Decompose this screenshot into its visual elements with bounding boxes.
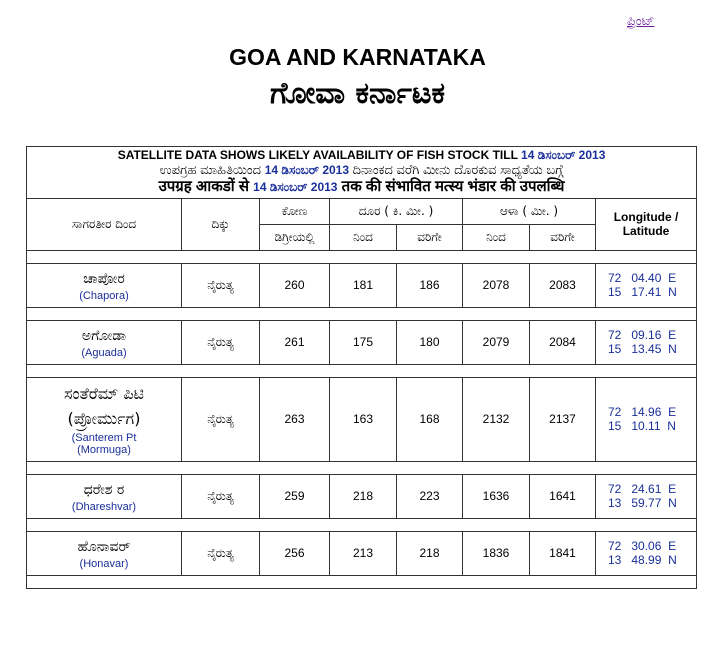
latitude: 15 13.45 N	[608, 342, 677, 357]
place-cell	[27, 474, 182, 518]
coord-cell	[596, 320, 697, 364]
place-name-kn: ಚಾಪೋರ	[83, 270, 125, 287]
direction-cell: ನೈರುತ್ಯ	[182, 531, 260, 575]
place-name-en: (Aguada)	[81, 346, 127, 359]
depth-from-cell: 1836	[463, 531, 530, 575]
col-header-direction: ದಿಕ್ಕು	[182, 198, 260, 250]
latitude: 13 48.99 N	[608, 553, 677, 568]
longitude: 72 14.96 E	[608, 405, 677, 420]
depth-to-cell: 2083	[530, 263, 596, 307]
fish-stock-table	[26, 146, 697, 589]
angle-cell: 256	[260, 531, 330, 575]
direction-cell: ನೈರುತ್ಯ	[182, 377, 260, 461]
header-line-hindi: उपग्रह आकडों से 14 ಡಿಸಂಬರ್ 2013 तक की संभावित मत्स्य भंडार की उपलब्धि	[158, 177, 565, 195]
dist-to-cell: 218	[397, 531, 463, 575]
table-row	[27, 377, 697, 461]
longitude: 72 09.16 E	[608, 328, 677, 343]
col-header-angle-degrees: ಡಿಗ್ರೀಯಲ್ಲಿ	[260, 224, 330, 250]
forecast-date-kn: 14 ಡಿಸಂಬರ್ 2013	[264, 162, 350, 177]
place-name-kn: ಸಂತೆರೆಮ್ ಪಿಟಿ	[64, 384, 144, 404]
dist-from-cell: 175	[330, 320, 397, 364]
row-spacer	[27, 575, 697, 588]
coord-cell	[596, 474, 697, 518]
longitude: 72 24.61 E	[608, 482, 677, 497]
dist-to-cell: 223	[397, 474, 463, 518]
latitude: 15 17.41 N	[608, 285, 677, 300]
row-spacer	[27, 518, 697, 531]
place-name-kn: ಅಗೋಡಾ	[81, 327, 127, 344]
header-line-english: SATELLITE DATA SHOWS LIKELY AVAILABILITY OF FISH STOCK TILL 14 ಡಿಸಂಬರ್ 2013	[117, 148, 606, 162]
col-header-depth-from: ನಿಂದ	[463, 224, 530, 250]
forecast-date: 14 ಡಿಸಂಬರ್ 2013	[521, 148, 606, 162]
place-name-en: (Santerem Pt	[71, 431, 137, 444]
depth-from-cell: 1636	[463, 474, 530, 518]
depth-to-cell: 1841	[530, 531, 596, 575]
place-name-en: (Chapora)	[79, 289, 129, 302]
col-header-dist-from: ನಿಂದ	[330, 224, 397, 250]
direction-cell: ನೈರುತ್ಯ	[182, 474, 260, 518]
place-name-kn: ಧರೇಶ ರ	[83, 481, 125, 498]
place-name-kn-2: (ಪ್ರೋರ್ಮುಗ)	[67, 408, 141, 428]
page-title: GOA AND KARNATAKA	[229, 44, 486, 70]
dist-to-cell: 180	[397, 320, 463, 364]
place-cell	[27, 377, 182, 461]
angle-cell: 260	[260, 263, 330, 307]
coord-cell	[596, 377, 697, 461]
direction-cell: ನೈರುತ್ಯ	[182, 320, 260, 364]
dist-to-cell: 168	[397, 377, 463, 461]
col-header-place: ಸಾಗರತೀರ ದಿಂದ	[27, 198, 182, 250]
depth-from-cell: 2078	[463, 263, 530, 307]
latitude: 15 10.11 N	[608, 419, 676, 434]
table-row	[27, 474, 697, 518]
print-link[interactable]: ಪ್ರಿಂಟ್	[627, 14, 655, 29]
place-cell	[27, 531, 182, 575]
dist-from-cell: 163	[330, 377, 397, 461]
row-spacer	[27, 307, 697, 320]
column-header-row	[27, 198, 697, 224]
dist-from-cell: 213	[330, 531, 397, 575]
direction-cell: ನೈರುತ್ಯ	[182, 263, 260, 307]
col-header-depth-to: ವರಿಗೇ	[530, 224, 596, 250]
col-header-angle: ಕೋಣ	[260, 198, 330, 224]
longitude: 72 04.40 E	[608, 271, 677, 286]
dist-to-cell: 186	[397, 263, 463, 307]
angle-cell: 259	[260, 474, 330, 518]
angle-cell: 261	[260, 320, 330, 364]
row-spacer	[27, 461, 697, 474]
col-header-dist-to: ವರಿಗೇ	[397, 224, 463, 250]
angle-cell: 263	[260, 377, 330, 461]
page-title-kannada: ಗೋವಾ ಕರ್ನಾಟಕ	[270, 76, 445, 111]
table-row	[27, 531, 697, 575]
depth-to-cell: 1641	[530, 474, 596, 518]
place-cell	[27, 263, 182, 307]
place-name-en: (Dhareshvar)	[71, 500, 137, 513]
coord-cell	[596, 531, 697, 575]
table-row	[27, 320, 697, 364]
depth-from-cell: 2132	[463, 377, 530, 461]
place-name-kn: ಹೊನಾವರ್	[77, 538, 131, 555]
table-title-row	[27, 147, 697, 199]
place-cell	[27, 320, 182, 364]
depth-to-cell: 2137	[530, 377, 596, 461]
col-header-depth: ಆಳಾ ( ಮೀ. )	[463, 198, 596, 224]
col-header-lonlat: Longitude / Latitude	[596, 198, 697, 250]
col-header-distance: ದೂರ ( ಕಿ. ಮೀ. )	[330, 198, 463, 224]
header-line-kannada: ಉಪಗ್ರಹ ಮಾಹಿತಿಯಿಂದ 14 ಡಿಸಂಬರ್ 2013 ದಿನಾಂಕದ ವರೆಗಿ ಮೀನು ದೊರಕುವ ಸಾಧ್ಯತೆಯ ಬಗ್ಗೆ	[159, 161, 564, 177]
table-row	[27, 263, 697, 307]
depth-to-cell: 2084	[530, 320, 596, 364]
dist-from-cell: 181	[330, 263, 397, 307]
place-name-en-2: (Mormuga)	[77, 444, 131, 457]
row-spacer	[27, 364, 697, 377]
depth-from-cell: 2079	[463, 320, 530, 364]
coord-cell	[596, 263, 697, 307]
longitude: 72 30.06 E	[608, 539, 677, 554]
place-name-en: (Honavar)	[79, 557, 129, 570]
dist-from-cell: 218	[330, 474, 397, 518]
forecast-date-hi: 14 ಡಿಸಂಬರ್ 2013	[253, 179, 338, 194]
row-spacer	[27, 250, 697, 263]
latitude: 13 59.77 N	[608, 496, 677, 511]
